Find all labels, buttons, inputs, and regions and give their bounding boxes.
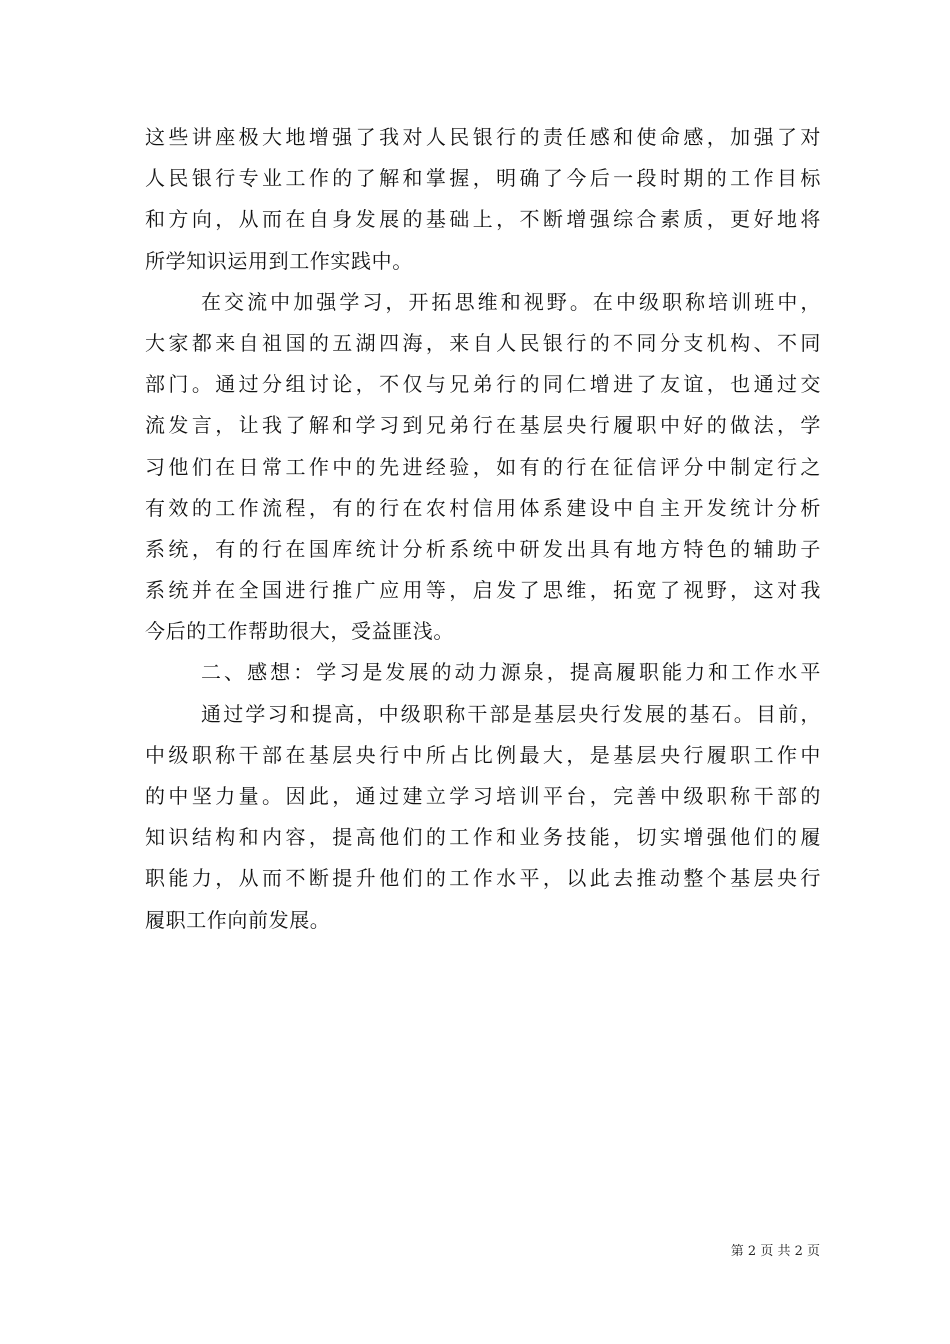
text-line: 人民银行专业工作的了解和掌握，明确了今后一段时期的工作目标 — [145, 166, 821, 191]
text-line: 有效的工作流程，有的行在农村信用体系建设中自主开发统计分析 — [145, 495, 821, 520]
text-line: 在交流中加强学习，开拓思维和视野。在中级职称培训班中， — [201, 289, 821, 314]
text-line: 职能力，从而不断提升他们的工作水平，以此去推动整个基层央行 — [145, 866, 821, 891]
text-line: 部门。通过分组讨论，不仅与兄弟行的同仁增进了友谊，也通过交 — [145, 372, 821, 397]
text-line: 通过学习和提高，中级职称干部是基层央行发展的基石。目前， — [201, 701, 821, 726]
text-line: 系统，有的行在国库统计分析系统中研发出具有地方特色的辅助子 — [145, 536, 821, 561]
document-body — [145, 117, 821, 941]
text-line: 这些讲座极大地增强了我对人民银行的责任感和使命感，加强了对 — [145, 125, 821, 149]
text-line: 习他们在日常工作中的先进经验，如有的行在征信评分中制定行之 — [145, 454, 821, 479]
text-line: 系统并在全国进行推广应用等，启发了思维，拓宽了视野，这对我 — [145, 578, 821, 603]
text-line: 大家都来自祖国的五湖四海，来自人民银行的不同分支机构、不同 — [145, 330, 821, 355]
text-line: 中级职称干部在基层央行中所占比例最大，是基层央行履职工作中 — [145, 742, 821, 767]
page-number: 第 2 页 共 2 页 — [730, 1244, 820, 1259]
text-line: 履职工作向前发展。 — [145, 907, 331, 932]
text-line: 流发言，让我了解和学习到兄弟行在基层央行履职中好的做法，学 — [145, 413, 821, 438]
text-line: 的中坚力量。因此，通过建立学习培训平台，完善中级职称干部的 — [145, 784, 821, 808]
text-line: 知识结构和内容，提高他们的工作和业务技能，切实增强他们的履 — [145, 825, 821, 850]
text-line: 今后的工作帮助很大，受益匪浅。 — [145, 619, 454, 644]
text-line: 和方向，从而在自身发展的基础上，不断增强综合素质，更好地将 — [145, 207, 821, 232]
section-heading: 二、感想：学习是发展的动力源泉，提高履职能力和工作水平 — [201, 660, 821, 685]
text-line: 所学知识运用到工作实践中。 — [145, 248, 413, 273]
